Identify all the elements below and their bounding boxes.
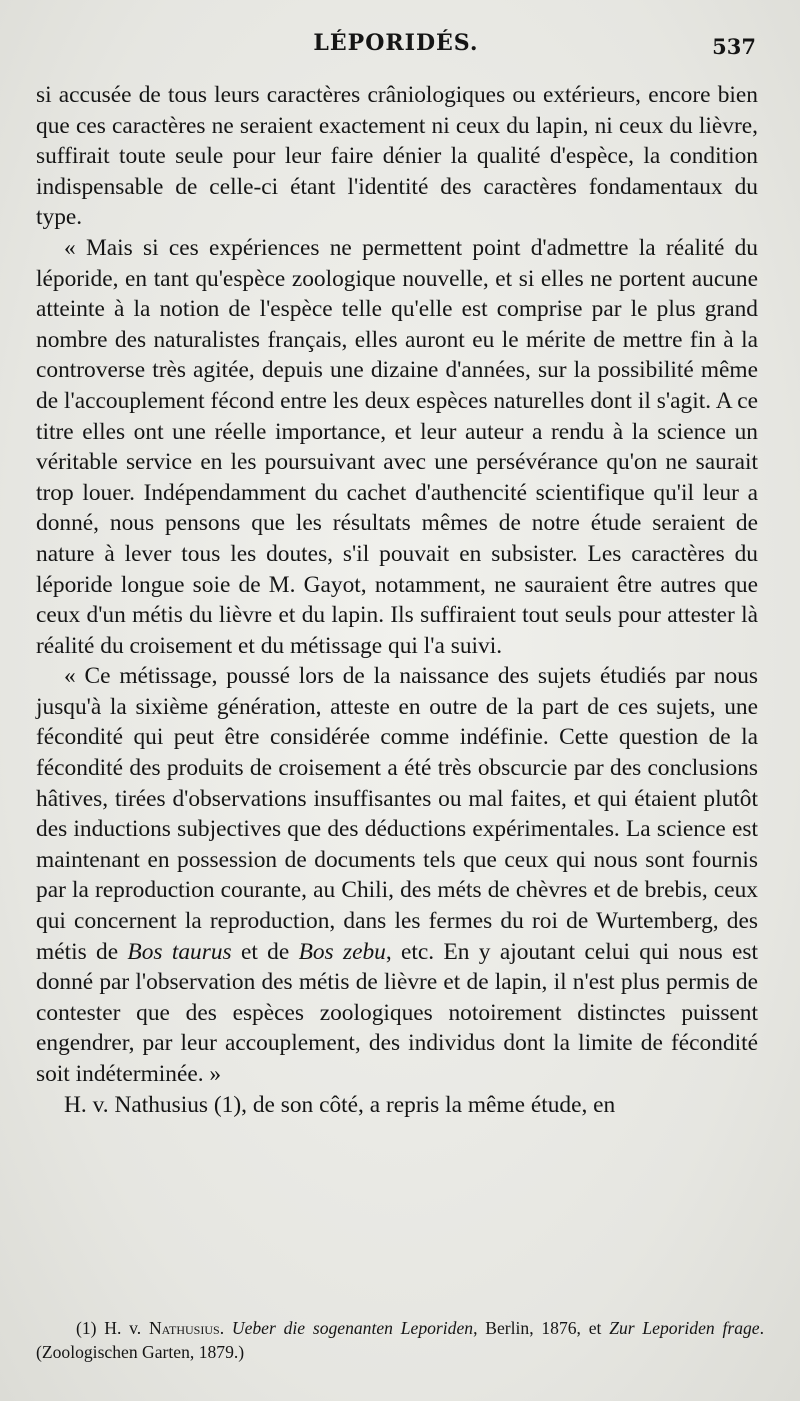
footnote-title: Ueber die sogenanten Leporiden <box>231 1318 474 1338</box>
quote-2-text-a: « Ce métissage, poussé lors de la naissance des sujets étudiés par nous jusqu'à la sixième génération, atteste en outre de la part de ces sujets, une fécondité qui peut être considérée comme indéfinie. Cette question de la fécondité des produits de croisement a été très obscurcie par des conclusions hâtives, tirées d'observations insuffisantes ou mal faites, et qui étaient plutôt des inductions subjectives que des déductions expérimentales. La science est maintenant en possession de documents tels que ceux qui nous sont fournis par la reproduction courante, au Chili, des méts de chèvres et de brebis, ceux qui concernent la reproduction, dans les fermes du roi de Wurtemberg, des métis de <box>36 663 758 965</box>
footnote-end: . (Zoologischen Garten, 1879.) <box>36 1318 765 1362</box>
quote-2-text-b: et de <box>231 938 299 965</box>
footnote-marker: (1) H. v. <box>76 1318 149 1338</box>
paragraph-continuation: si accusée de tous leurs caractères crâniologiques ou extérieurs, encore bien que ces caractères ne seraient exactement ni ceux du lapin, ni ceux du lièvre, suffirait toute seule pour leur faire dénier la qualité d'espèce, la condition indispensable de celle-ci étant l'identité des caractères fondamentaux du type. <box>36 82 758 231</box>
quote-2-text-c: , etc. En y ajoutant celui qui nous est donné par l'observation des métis de lièvre et de lapin, il n'est plus permis de contester que des espèces zoologiques notoirement distinctes puissent engendrer, par leur accouplement, des individus dont la limite de fécondité soit indéterminée. » <box>36 938 758 1087</box>
footnote-text <box>36 1316 764 1364</box>
footnote-title-2: Zur Leporiden frage <box>609 1318 760 1338</box>
page-header <box>36 30 756 64</box>
running-title: LÉPORIDÉS. <box>313 30 479 56</box>
page-number: 537 <box>712 34 756 59</box>
paragraph-quote-2 <box>36 661 758 1089</box>
footnote-author: Nathusius <box>148 1318 220 1338</box>
paragraph-quote-1: « Mais si ces expériences ne permettent point d'admettre la réalité du léporide, en tant qu'espèce zoologique nouvelle, et si elles ne portent aucune atteinte à la notion de l'espèce telle qu'elle est comprise par le plus grand nombre des naturalistes français, elles auront eu le mérite de mettre fin à la controverse très agitée, depuis une dizaine d'années, sur la possibilité même de l'accouplement fécond entre les deux espèces naturelles dont il s'agit. A ce titre elles ont une réelle importance, et leur auteur a rendu à la science un véritable service en les poursuivant avec une persévérance qu'on ne saurait trop louer. Indépendamment du cachet d'authencité scientifique qu'il leur a donné, nous pensons que les résultats mêmes de notre étude seraient de nature à lever tous les doutes, s'il pouvait en subsister. Les caractères du léporide longue soie de M. Gayot, notamment, ne sauraient être autres que ceux d'un métis du lièvre et du lapin. Ils suffiraient tout seuls pour attester là réalité du croisement et du métissage qui l'a suivi. <box>36 234 758 659</box>
paragraph-nathusius: H. v. Nathusius (1), de son côté, a repris la même étude, en <box>64 1091 616 1118</box>
footnote-middle: , Berlin, 1876, et <box>473 1318 610 1338</box>
footnote <box>36 1316 764 1364</box>
species-name-bos-taurus: Bos taurus <box>127 938 232 965</box>
footnote-sep: . <box>219 1318 232 1338</box>
species-name-bos-zebu: Bos zebu <box>298 938 386 965</box>
body-text <box>36 80 758 1120</box>
